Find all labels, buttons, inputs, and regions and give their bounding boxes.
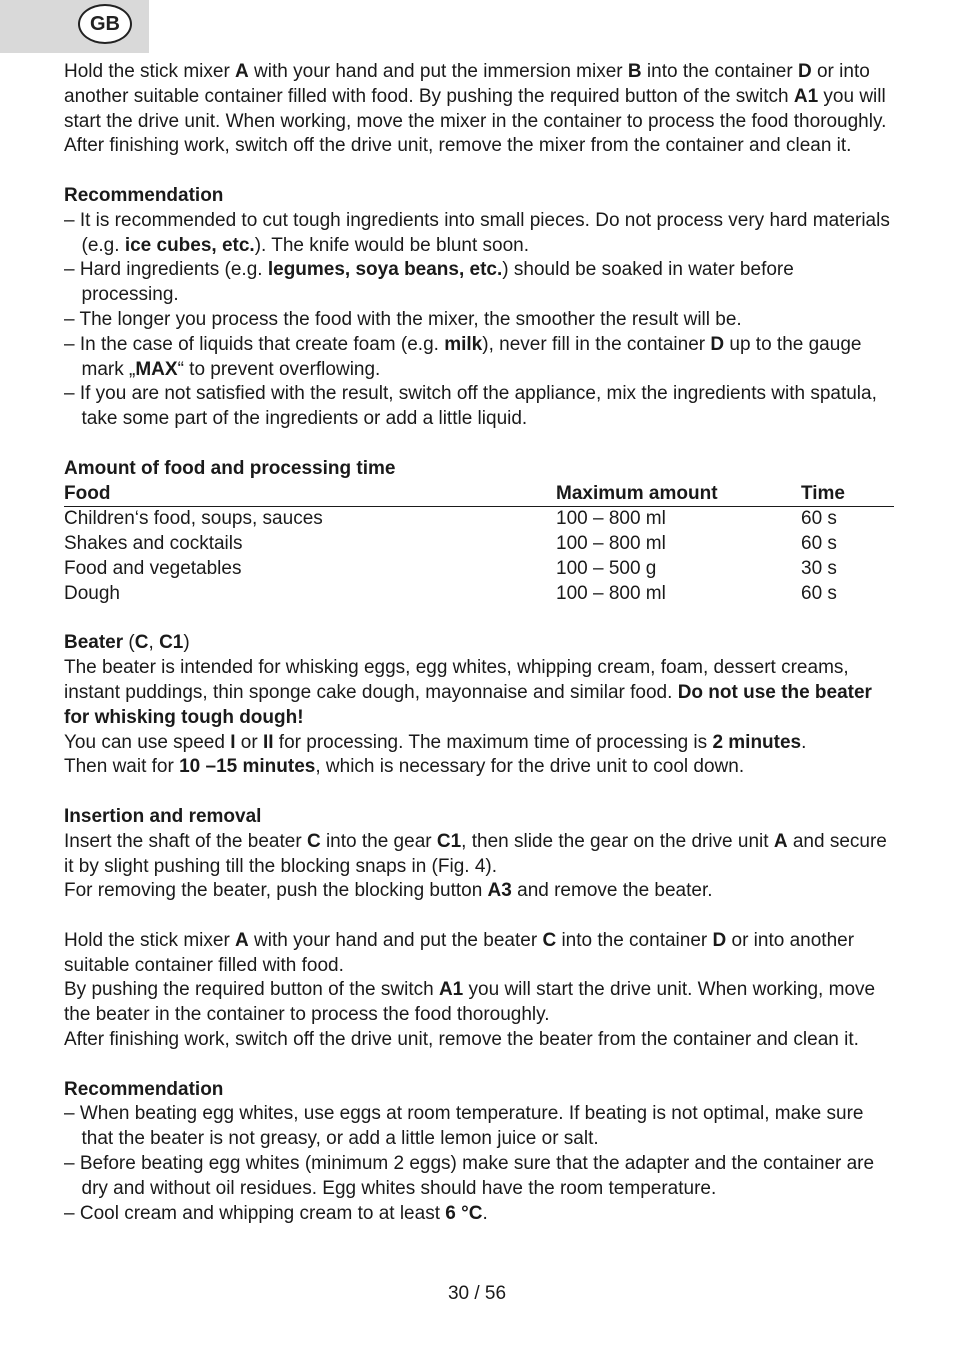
table-row xyxy=(64,507,894,532)
table-row xyxy=(64,582,894,607)
column-header-max-amount: Maximum amount xyxy=(556,482,718,504)
language-tab xyxy=(0,0,149,53)
column-header-food: Food xyxy=(64,482,111,504)
recommendation-heading: Recommendation xyxy=(64,184,224,206)
cell-time: 60 s xyxy=(801,508,837,530)
cell-food: Children‘s food, soups, sauces xyxy=(64,508,323,530)
usage-switch-paragraph: By pushing the required button of the switch A1 you will start the drive unit. When working, move the beater in the container to process the food thoroughly. xyxy=(64,979,876,1026)
list-item: – When beating egg whites, use eggs at room temperature. If beating is not optimal, make sure that the beater is not greasy, or add a little lemon juice or salt. xyxy=(64,1103,864,1150)
cell-time: 60 s xyxy=(801,533,837,555)
beater-speed-paragraph: You can use speed I or II for processing. The maximum time of processing is 2 minutes. xyxy=(64,731,807,753)
cell-amount: 100 – 500 g xyxy=(556,557,657,579)
cell-time: 60 s xyxy=(801,582,837,604)
language-badge: GB xyxy=(78,4,132,44)
column-header-time: Time xyxy=(801,482,846,504)
table-row xyxy=(64,532,894,557)
list-item: – The longer you process the food with the mixer, the smoother the result will be. xyxy=(64,308,742,330)
intro-paragraph: Hold the stick mixer A with your hand and put the immersion mixer B into the container D or into another suitable container filled with food. By pushing the required button of the switch A1 you will start the drive unit. When working, move the mixer in the container to process the food thoroughly. After finishing work, switch off the drive unit, remove the mixer from the container and clean it. xyxy=(64,61,887,157)
table-header xyxy=(64,482,894,507)
cell-food: Dough xyxy=(64,582,120,604)
beater-cooldown-paragraph: Then wait for 10 –15 minutes, which is necessary for the drive unit to cool down. xyxy=(64,756,745,778)
table-row xyxy=(64,557,894,582)
amount-heading: Amount of food and processing time xyxy=(64,457,396,479)
page-number: 30 / 56 xyxy=(447,1283,507,1304)
list-item: – If you are not satisfied with the result, switch off the appliance, mix the ingredients with spatula, take some part of the ingredients or add a little liquid. xyxy=(64,383,877,430)
beater-heading: Beater (C, C1) xyxy=(64,632,190,654)
removal-paragraph: For removing the beater, push the blocking button A3 and remove the beater. xyxy=(64,880,713,902)
list-item: – Before beating egg whites (minimum 2 eggs) make sure that the adapter and the container are dry and without oil residues. Egg whites should have the room temperature. xyxy=(64,1153,875,1199)
list-item: – In the case of liquids that create foam (e.g. milk), never fill in the container D up to the gauge mark „MAX“ to prevent overflowing. xyxy=(64,333,862,380)
cell-amount: 100 – 800 ml xyxy=(556,533,666,555)
recommendation-heading-2: Recommendation xyxy=(64,1078,224,1100)
list-item: – Cool cream and whipping cream to at least 6 °C. xyxy=(64,1202,488,1224)
list-item: – It is recommended to cut tough ingredients into small pieces. Do not process very hard materials (e.g. ice cubes, etc.). The knife would be blunt soon. xyxy=(64,209,890,256)
insertion-paragraph: Insert the shaft of the beater C into the gear C1, then slide the gear on the drive unit A and secure it by slight pushing till the blocking snaps in (Fig. 4). xyxy=(64,830,887,877)
beater-paragraph: The beater is intended for whisking eggs, egg whites, whipping cream, foam, dessert creams, instant puddings, thin sponge cake dough, mayonnaise and similar food. Do not use the beater for whisking tough dough! xyxy=(64,657,872,728)
cell-food: Food and vegetables xyxy=(64,557,242,579)
page-content xyxy=(64,60,894,1226)
amount-table xyxy=(64,482,894,607)
cell-food: Shakes and cocktails xyxy=(64,533,243,555)
cell-time: 30 s xyxy=(801,557,837,579)
cell-amount: 100 – 800 ml xyxy=(556,508,666,530)
usage-finish-paragraph: After finishing work, switch off the drive unit, remove the beater from the container and clean it. xyxy=(64,1029,859,1051)
cell-amount: 100 – 800 ml xyxy=(556,582,666,604)
insertion-heading: Insertion and removal xyxy=(64,805,262,827)
usage-paragraph: Hold the stick mixer A with your hand and put the beater C into the container D or into another suitable container filled with food. xyxy=(64,929,855,976)
list-item: – Hard ingredients (e.g. legumes, soya beans, etc.) should be soaked in water before processing. xyxy=(64,259,794,306)
